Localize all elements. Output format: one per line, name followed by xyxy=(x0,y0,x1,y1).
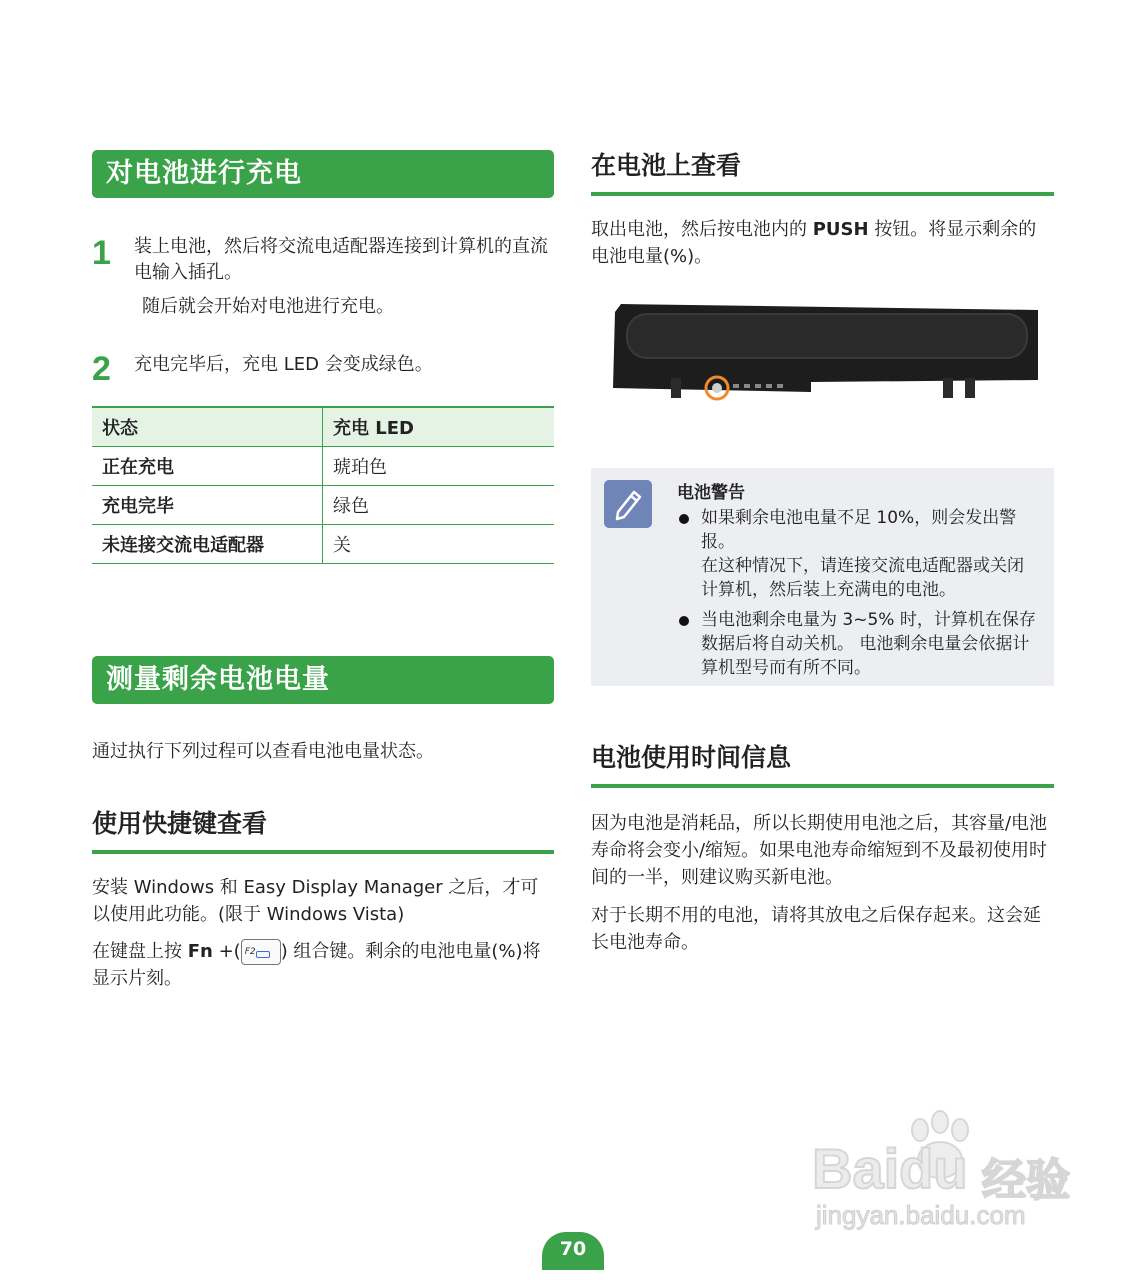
step-number-1: 1 xyxy=(92,234,111,272)
level-led-icon xyxy=(755,384,761,388)
battery-latch-left xyxy=(671,378,681,398)
on-battery-text-pre: 取出电池，然后按电池内的 xyxy=(591,219,813,240)
heading-hotkey: 使用快捷键查看 xyxy=(92,804,554,854)
step-1-note: 随后就会开始对电池进行充电。 xyxy=(142,296,394,317)
watermark-url: jingyan.baidu.com xyxy=(816,1200,1026,1230)
table-row xyxy=(92,525,554,564)
usage-paragraph-2: 对于长期不用的电池，请将其放电之后保存起来。这会延长电池寿命。 xyxy=(591,905,1041,953)
step-number-2: 2 xyxy=(92,350,111,388)
section-banner-charging: 对电池进行充电 xyxy=(92,150,554,198)
hotkey-text-plus: +( xyxy=(212,941,241,962)
f2-key-label: F2 xyxy=(244,947,256,957)
table-header-row xyxy=(92,407,554,447)
section-banner-measure: 测量剩余电池电量 xyxy=(92,656,554,704)
step-2-text: 充电完毕后，充电 LED 会变成绿色。 xyxy=(134,354,433,375)
hotkey-text-post: ) 组合键。剩余的电池电量(%)将显示片刻。 xyxy=(92,941,541,989)
pencil-icon xyxy=(604,480,652,528)
on-battery-text-post: 按钮。将显示剩余的电池电量(%)。 xyxy=(591,219,1037,267)
table-cell-led: 关 xyxy=(323,525,555,564)
baidu-watermark xyxy=(812,1108,1082,1238)
usage-paragraph-1: 因为电池是消耗品，所以长期使用电池之后，其容量/电池寿命将会变小/缩短。如果电池寿命缩短到不及最初使用时间的一半，则建议购买新电池。 xyxy=(591,813,1048,888)
charge-led-table xyxy=(92,406,554,564)
watermark-cn: 经验 xyxy=(982,1155,1070,1206)
f2-battery-key-icon xyxy=(241,939,281,965)
table-cell-state: 未连接交流电适配器 xyxy=(92,525,323,564)
battery-latch-mid xyxy=(943,378,953,398)
level-led-icon xyxy=(766,384,772,388)
hotkey-paragraph-1: 安装 Windows 和 Easy Display Manager 之后，才可以使用此功能。(限于 Windows Vista) xyxy=(92,877,539,925)
step-1-text: 装上电池，然后将交流电适配器连接到计算机的直流电输入插孔。 xyxy=(134,236,548,283)
hotkey-paragraph-2 xyxy=(92,938,554,992)
table-header-state: 状态 xyxy=(92,407,323,447)
fn-key-label: Fn xyxy=(187,941,213,962)
battery-icon xyxy=(256,951,270,958)
page-number: 70 xyxy=(542,1232,604,1270)
warning-item-1-sub: 在这种情况下，请连接交流电适配器或关闭计算机，然后装上充满电的电池。 xyxy=(701,556,1024,600)
level-led-icon xyxy=(777,384,783,388)
table-cell-led: 绿色 xyxy=(323,486,555,525)
table-row xyxy=(92,447,554,486)
battery-warning-note xyxy=(591,468,1054,686)
table-header-led: 充电 LED xyxy=(323,407,555,447)
level-led-icon xyxy=(744,384,750,388)
watermark-brand: Baidu xyxy=(812,1137,968,1200)
hotkey-text-pre: 在键盘上按 xyxy=(92,941,188,962)
measure-intro: 通过执行下列过程可以查看电池电量状态。 xyxy=(92,741,434,762)
warning-title: 电池警告 xyxy=(677,483,745,503)
table-cell-state: 正在充电 xyxy=(92,447,323,486)
warning-list xyxy=(677,506,1037,686)
heading-on-battery: 在电池上查看 xyxy=(591,146,1054,196)
on-battery-paragraph xyxy=(591,216,1054,270)
list-item xyxy=(677,506,1037,602)
push-button-icon xyxy=(712,383,722,393)
heading-usage: 电池使用时间信息 xyxy=(591,738,1054,788)
battery-latch-right xyxy=(965,378,975,398)
battery-ridge xyxy=(627,314,1027,358)
warning-item-1: 如果剩余电池电量不足 10%，则会发出警报。 xyxy=(701,508,1017,552)
table-cell-led: 琥珀色 xyxy=(323,447,555,486)
push-label: PUSH xyxy=(812,219,869,240)
pencil-note-icon xyxy=(604,480,652,528)
level-led-icon xyxy=(733,384,739,388)
table-cell-state: 充电完毕 xyxy=(92,486,323,525)
battery-image xyxy=(613,300,1038,410)
list-item: 当电池剩余电量为 3~5% 时，计算机在保存数据后将自动关机。 电池剩余电量会依据计算机型号而有所不同。 xyxy=(677,608,1037,680)
table-row xyxy=(92,486,554,525)
